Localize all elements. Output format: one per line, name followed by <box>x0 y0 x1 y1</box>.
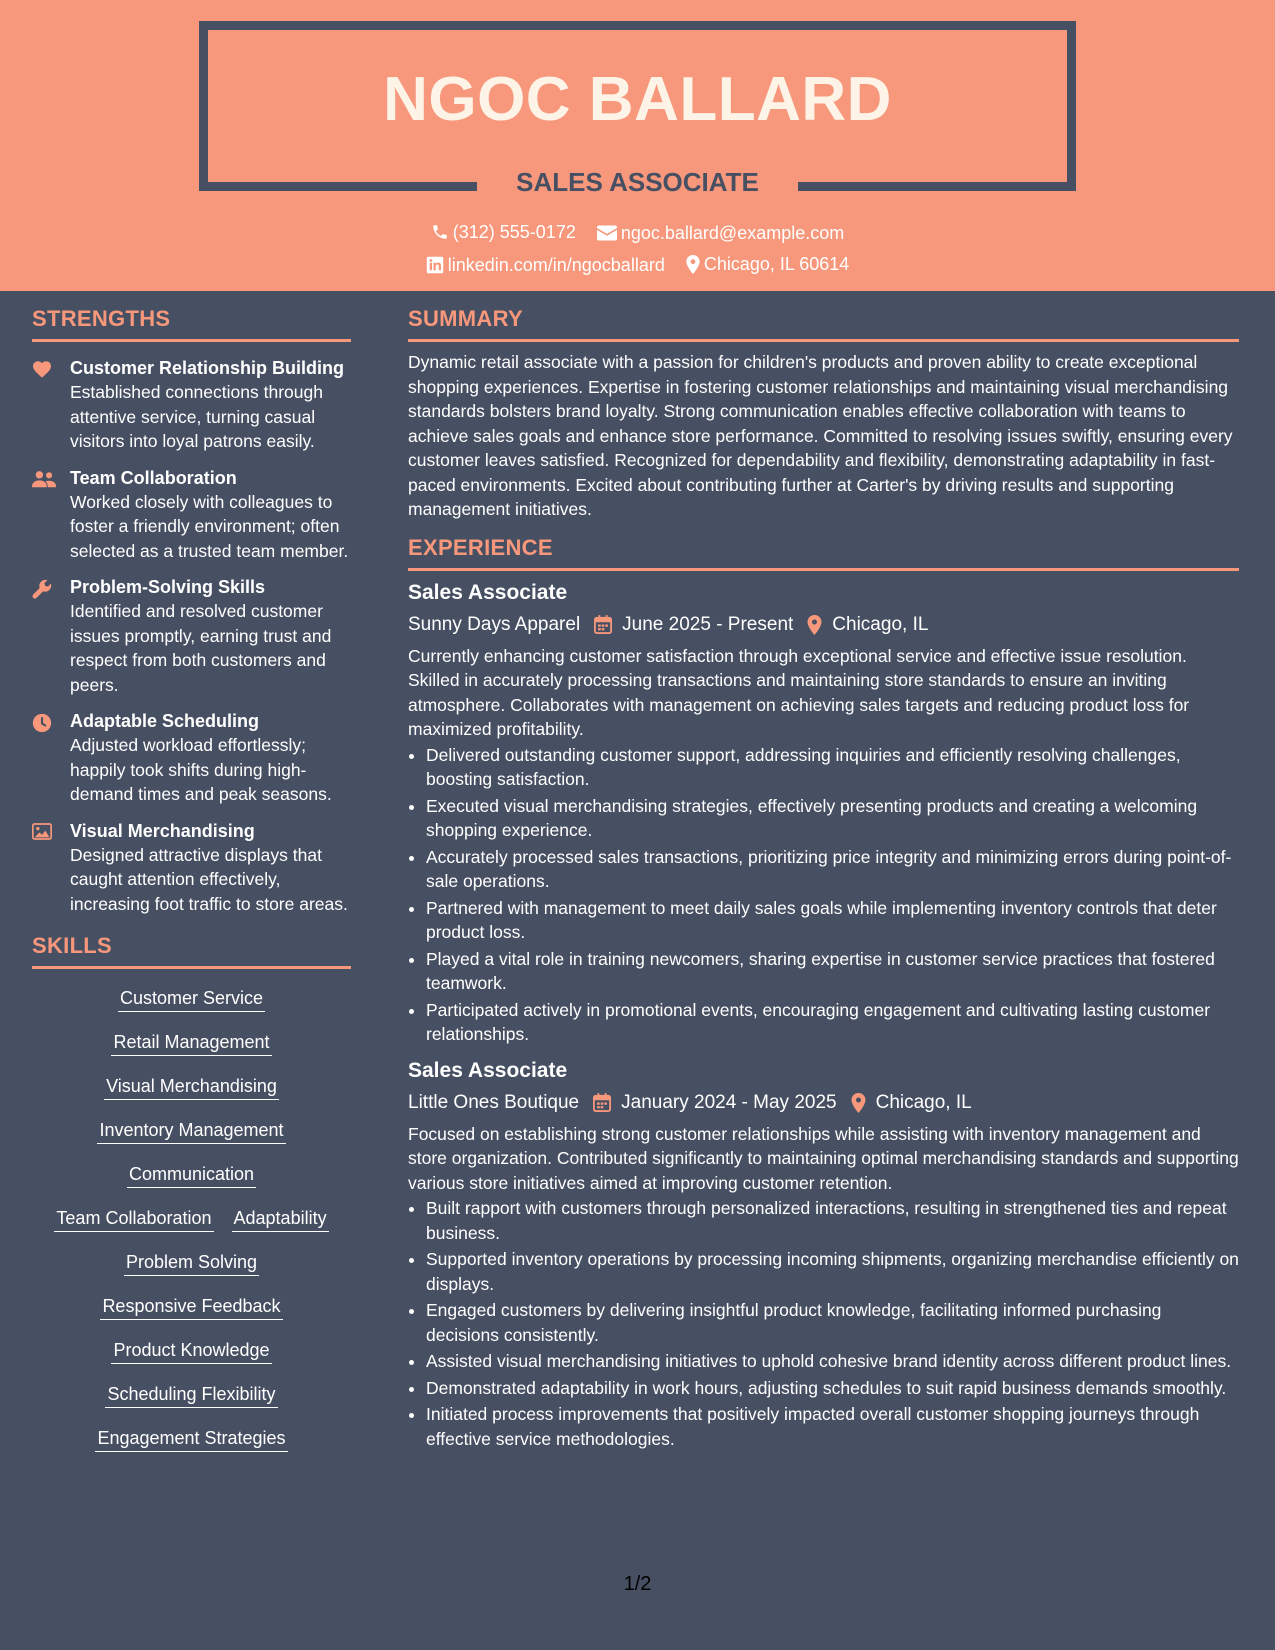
strength-description: Adjusted workload effortlessly; happily took shifts during high-demand times and peak seasons. <box>70 735 332 804</box>
job-title: Sales Associate <box>408 580 568 604</box>
skill-tag: Adaptability <box>232 1207 329 1232</box>
skill-tag: Product Knowledge <box>111 1339 271 1364</box>
job-meta <box>408 612 1239 638</box>
strength-title: Visual Merchandising <box>70 820 255 841</box>
job-bullet: • Assisted visual merchandising initiatives to uphold cohesive brand identity across different product lines. <box>426 1349 1239 1374</box>
strength-item <box>32 466 351 564</box>
strength-description: Worked closely with colleagues to foster a friendly environment; often selected as a trusted team member. <box>70 491 349 561</box>
strength-description: Designed attractive displays that caught attention effectively, increasing foot traffic to store areas. <box>70 844 348 914</box>
job-company: Little Ones Boutique <box>408 1091 580 1113</box>
strength-title: Adaptable Scheduling <box>70 711 260 731</box>
job-bullet: • Played a vital role in training newcomers, sharing expertise in customer service practices that fostered teamwork. <box>426 947 1239 996</box>
skill-tag: Problem Solving <box>124 1251 259 1276</box>
wrench-icon <box>32 579 52 599</box>
skill-tag: Visual Merchandising <box>104 1075 279 1100</box>
heart-icon <box>32 360 52 378</box>
strength-item <box>32 575 351 697</box>
job-entry <box>408 1057 1239 1452</box>
strengths-list <box>32 356 351 916</box>
skill-tag: Retail Management <box>111 1031 271 1056</box>
skills-rule <box>32 966 351 969</box>
experience-rule <box>408 568 1239 571</box>
phone-text: (312) 555-0172 <box>452 222 576 242</box>
job-bullet: • Built rapport with customers through personalized interactions, resulting in strengthened ties and repeat business. <box>426 1196 1239 1245</box>
skill-tag: Communication <box>127 1163 256 1188</box>
strength-item <box>32 356 351 454</box>
job-bullet: • Delivered outstanding customer support, addressing inquiries and efficiently resolving challenges, boosting satisfaction. <box>426 743 1239 792</box>
job-location: Chicago, IL <box>875 1091 972 1113</box>
skills-heading: SKILLS <box>32 933 113 958</box>
job-bullets <box>408 1196 1239 1451</box>
right-column <box>408 305 1239 1453</box>
map-pin-icon <box>686 255 700 274</box>
left-column <box>32 305 351 1471</box>
summary-heading: SUMMARY <box>408 306 523 331</box>
calendar-icon <box>594 615 612 634</box>
job-dates: June 2025 - Present <box>622 613 794 635</box>
job-bullet: • Executed visual merchandising strategies, effectively presenting products and creating a welcoming shopping experience. <box>426 794 1239 843</box>
job-bullet: • Supported inventory operations by processing incoming shipments, organizing merchandise efficiently on displays. <box>426 1247 1239 1296</box>
job-bullet: • Engaged customers by delivering insightful product knowledge, facilitating informed purchasing decisions consistently. <box>426 1298 1239 1347</box>
summary-text: Dynamic retail associate with a passion for children's products and proven ability to create exceptional shopping experiences. Expertise in fostering customer relationships and maintaining visual merchandising standards bolsters brand loyalty. Strong communication enables effective collaboration with teams to achieve sales goals and enhance store performance. Committed to resolving issues swiftly, ensuring every customer leaves satisfied. Recognized for dependability and flexibility, demonstrating adaptability in fast-paced environments. Excited about contributing further at Carter's by driving results and supporting management initiatives. <box>408 352 1233 519</box>
job-bullet: • Accurately processed sales transactions, prioritizing price integrity and minimizing errors during point-of-sale operations. <box>426 845 1239 894</box>
job-dates: January 2024 - May 2025 <box>621 1091 837 1113</box>
job-bullet: • Participated actively in promotional events, encouraging engagement and cultivating lasting customer relationships. <box>426 998 1239 1047</box>
email-contact[interactable] <box>597 221 844 245</box>
job-bullet: • Demonstrated adaptability in work hours, adjusting schedules to suit rapid business demands smoothly. <box>426 1376 1239 1401</box>
strength-title: Problem-Solving Skills <box>70 577 266 597</box>
skill-tag: Scheduling Flexibility <box>105 1383 277 1408</box>
experience-heading: EXPERIENCE <box>408 534 553 560</box>
contact-row-2 <box>0 252 1275 280</box>
summary-rule <box>408 339 1239 342</box>
linkedin-contact[interactable] <box>426 253 665 277</box>
email-text: ngoc.ballard@example.com <box>620 223 845 243</box>
map-pin-icon <box>807 615 822 635</box>
job-bullets <box>408 743 1239 1047</box>
strength-title: Team Collaboration <box>70 467 237 488</box>
phone-icon <box>431 223 449 241</box>
skill-tag: Engagement Strategies <box>95 1427 287 1452</box>
contact-row-1 <box>0 220 1275 247</box>
skill-tag: Responsive Feedback <box>100 1295 282 1320</box>
strength-title: Customer Relationship Building <box>70 358 345 378</box>
users-icon <box>32 470 56 488</box>
map-pin-icon <box>851 1093 866 1113</box>
strengths-heading: STRENGTHS <box>32 306 171 331</box>
skill-tag: Customer Service <box>118 987 265 1012</box>
calendar-icon <box>593 1093 611 1112</box>
phone-contact[interactable] <box>431 220 576 244</box>
strengths-rule <box>32 339 351 342</box>
strength-description: Identified and resolved customer issues promptly, earning trust and respect from both customers and peers. <box>70 601 332 695</box>
skills-list <box>32 987 351 1452</box>
strength-description: Established connections through attentive service, turning casual visitors into loyal patrons easily. <box>70 382 323 451</box>
job-meta <box>408 1090 1239 1116</box>
job-bullet: • Partnered with management to meet daily sales goals while implementing inventory controls that deter product loss. <box>426 896 1239 945</box>
job-bullet: • Initiated process improvements that positively impacted overall customer shopping journeys through effective service methodologies. <box>426 1402 1239 1451</box>
job-description: Focused on establishing strong customer relationships while assisting with inventory management and store organization. Contributed significantly to maintaining optimal merchandising standards and supporting various store initiatives aimed at improving customer retention. <box>408 1123 1239 1193</box>
job-company: Sunny Days Apparel <box>408 613 581 635</box>
candidate-title: SALES ASSOCIATE <box>516 167 759 197</box>
job-entry <box>408 579 1239 1047</box>
image-icon <box>32 823 52 840</box>
strength-item <box>32 819 351 917</box>
candidate-name: NGOC BALLARD <box>383 65 892 134</box>
strength-item <box>32 709 351 807</box>
location-text: Chicago, IL 60614 <box>703 254 850 274</box>
linkedin-icon <box>426 256 444 274</box>
job-title: Sales Associate <box>408 1058 568 1082</box>
job-description: Currently enhancing customer satisfaction through exceptional service and effective issue resolution. Skilled in accurately processing transactions and maintaining store standards to ensure an inviting atmosphere. Collaborates with management on achieving sales targets and reducing product loss for maximized profitability. <box>408 645 1190 739</box>
header-banner <box>0 0 1275 291</box>
location-contact <box>686 252 849 276</box>
page-number: 1/2 <box>623 1573 652 1595</box>
job-location: Chicago, IL <box>832 613 929 635</box>
envelope-icon <box>597 225 617 241</box>
clock-icon <box>32 713 52 733</box>
skill-tag: Inventory Management <box>97 1119 285 1144</box>
skill-tag: Team Collaboration <box>54 1207 213 1232</box>
linkedin-text: linkedin.com/in/ngocballard <box>447 254 665 275</box>
